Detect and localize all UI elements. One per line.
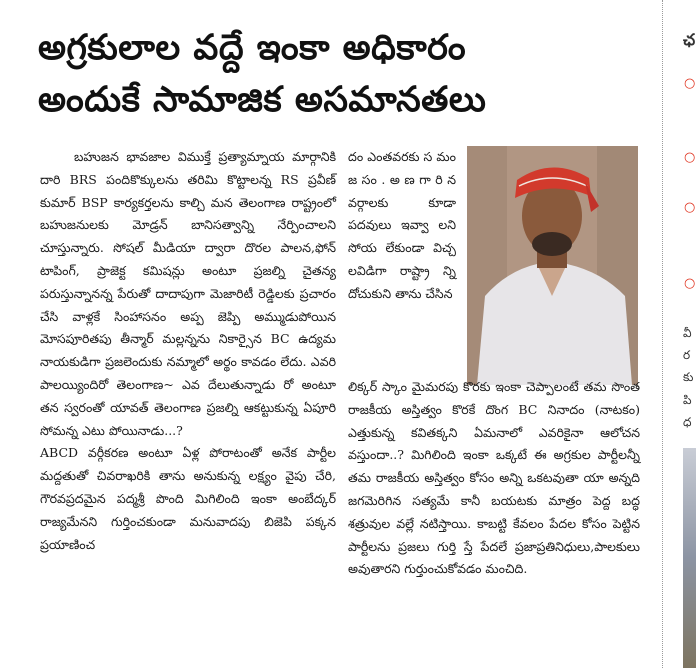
narrow-paragraph: దం ఎంతవరకు స మం జ సం . అ ణ గా రి న వర్గాలకు కూడా పదవులు ఇవ్వా లని సోయ లేకుండా విచ్చ లవిడిగా రాష్ట్రా న్ని దోచుకుని తాను చేసిన [348,149,456,301]
sidebar-photo [683,448,696,668]
column-divider [662,0,663,668]
sidebar-bullet-icon: ○ [684,150,696,165]
sidebar-bullet-icon: ○ [684,276,696,291]
paragraph-2: ABCD వర్గీకరణ అంటూ ఏళ్ల పోరాటంతో అనేక పార్టీల మద్దతుతో చివరాఖరికి తాను అనుకున్న లక్ష్యం వైపు చేరి, గౌరవప్రదమైన పద్మశ్రీ పొంది మిగిలింది ఇంకా అంబేద్కర్ రాజ్యమేనని గుర్తించకుండా మనువాదపు బిజెపి పక్కన ప్రయాణించ [40,445,336,552]
paragraph-1: బహుజన భావజాల విముక్తే ప్రత్యామ్నాయ మార్గానికి దారి BRS పందికొక్కులను తరిమి కొట్టాలన్న RS ప్రవీణ్ కుమార్ BSP కార్యకర్తలను కాల్చి మన తెలంగాణ రాష్ట్రంలో బహుజనులకు మోడ్రన్ బానిసత్వాన్ని నేర్పించాలని చూస్తున్నారు. సోషల్ మీడియా ద్వారా దొరల పాలన,ఫోన్ టాపింగ్, ప్రాజెక్ట కమిషన్లు అంటూ ప్రజల్ని చైతన్య పరుస్తున్నానన్న పేరుతో దాదాపుగా మెజారిటీ రెడ్డిలకు ప్రచారం చేసి వాళ్లకే సింహాసనం అప్ప జెప్పి అమ్ముడుపోయిన మోసపూరితపు తీన్మార్ మల్లన్నను నికార్సైన BC ఉద్యమ నాయకుడిగా ప్రజలెందుకు నమ్మాలో అర్థం కావడం లేదు. ఎవరి పాలయ్యిందిరో తెలంగాణ~ ఎవ దేలుతున్నాడు రో అంటూ తన స్వరంతో యావత్ తెలంగాణ ప్రజల్ని ఆకట్టుకున్న ఏపూరి సోమన్న ఎటు పోయినాడు...? [40,149,336,438]
sidebar-fragment: ధ [683,415,692,429]
headline-line-1: అగ్రకులాల వద్దే ఇంకా అధికారం [38,28,467,68]
article-headline [38,22,638,126]
article-narrow-column [348,146,456,306]
sidebar-fragment: వీ [683,326,692,340]
author-photo-illustration [467,146,638,385]
sidebar-fragment-top: ఛ [683,30,696,49]
article-left-column [40,146,336,556]
sidebar-bullet-icon: ○ [684,76,696,91]
sidebar-fragment: ర [683,348,691,362]
right-paragraph: లిక్కర్ స్కాం మైమరపు కొరకు ఇంకా చెప్పాలంటే తమ సొంత రాజకీయ అస్తిత్వం కొరకే దొంగ BC నినాదం (నాటకం) ఎత్తుకున్న కవితక్కని ఏమనాలో ఎవరికైనా ఆలోచన వస్తుందా..? మిగిలింది ఇంకా ఒక్కటే ఈ అగ్రకుల పార్టీలన్నీ తమ రాజకీయ అస్తిత్వం కోసం అన్ని ఒకటవుతా యా అన్నది జగమెరిగిన సత్యమే కానీ బయటకు మాత్రం పెద్ద బద్ధ శత్రువుల వల్లే నటిస్తాయి. కాబట్టి కేవలం పేదల కోసం పెట్టిన పార్టీలను ప్రజలు గుర్తి స్తే పేదలే ప్రజాప్రతినిధులు,పాలకులు అవుతారని గుర్తుంచుకోవడం మంచిది. [348,379,640,577]
author-photo [467,146,638,385]
sidebar-bullet-icon: ○ [684,200,696,215]
sidebar-fragment: కు [683,370,694,384]
sidebar-fragment: పి [683,393,692,407]
headline-line-2: అందుకే సామాజిక అసమానతలు [38,80,487,120]
article-right-column [348,376,640,581]
